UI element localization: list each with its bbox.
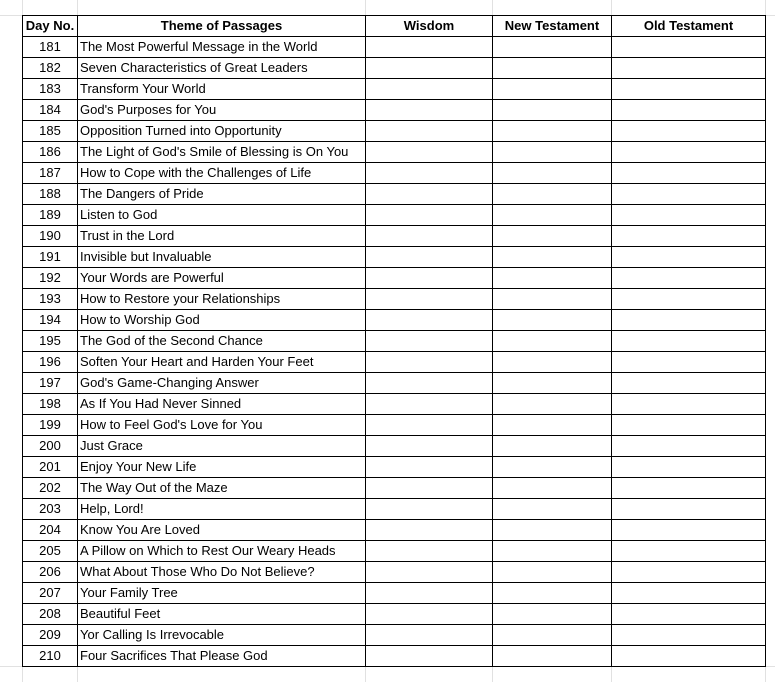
old-testament-cell[interactable] xyxy=(612,478,766,499)
day-cell[interactable]: 209 xyxy=(23,625,78,646)
new-testament-cell[interactable] xyxy=(493,436,612,457)
day-cell[interactable]: 203 xyxy=(23,499,78,520)
table-row xyxy=(23,520,766,541)
table-row xyxy=(23,37,766,58)
wisdom-cell[interactable] xyxy=(366,163,493,184)
table-row xyxy=(23,436,766,457)
wisdom-cell[interactable] xyxy=(366,184,493,205)
new-testament-cell[interactable] xyxy=(493,37,612,58)
theme-cell[interactable]: Invisible but Invaluable xyxy=(78,247,366,268)
day-cell[interactable]: 205 xyxy=(23,541,78,562)
old-testament-cell[interactable] xyxy=(612,247,766,268)
table-row xyxy=(23,163,766,184)
new-testament-cell[interactable] xyxy=(493,583,612,604)
table-row xyxy=(23,331,766,352)
table-row xyxy=(23,478,766,499)
wisdom-cell[interactable] xyxy=(366,268,493,289)
table-row xyxy=(23,142,766,163)
old-testament-cell[interactable] xyxy=(612,394,766,415)
old-testament-cell[interactable] xyxy=(612,79,766,100)
wisdom-cell[interactable] xyxy=(366,604,493,625)
table-row xyxy=(23,268,766,289)
reading-plan-table xyxy=(22,15,766,667)
old-testament-cell[interactable] xyxy=(612,625,766,646)
header-row xyxy=(23,16,766,37)
day-cell[interactable]: 189 xyxy=(23,205,78,226)
wisdom-cell[interactable] xyxy=(366,646,493,667)
day-cell[interactable]: 188 xyxy=(23,184,78,205)
theme-cell[interactable]: God's Game-Changing Answer xyxy=(78,373,366,394)
wisdom-cell[interactable] xyxy=(366,205,493,226)
table-row xyxy=(23,646,766,667)
new-testament-cell[interactable] xyxy=(493,373,612,394)
theme-cell[interactable]: How to Cope with the Challenges of Life xyxy=(78,163,366,184)
header-day-no[interactable]: Day No. xyxy=(23,16,78,37)
old-testament-cell[interactable] xyxy=(612,100,766,121)
theme-cell[interactable]: Trust in the Lord xyxy=(78,226,366,247)
new-testament-cell[interactable] xyxy=(493,121,612,142)
old-testament-cell[interactable] xyxy=(612,562,766,583)
new-testament-cell[interactable] xyxy=(493,457,612,478)
table-row xyxy=(23,541,766,562)
theme-cell[interactable]: The Most Powerful Message in the World xyxy=(78,37,366,58)
new-testament-cell[interactable] xyxy=(493,520,612,541)
table-row xyxy=(23,289,766,310)
theme-cell[interactable]: The Dangers of Pride xyxy=(78,184,366,205)
table-row xyxy=(23,373,766,394)
new-testament-cell[interactable] xyxy=(493,604,612,625)
theme-cell[interactable]: Listen to God xyxy=(78,205,366,226)
old-testament-cell[interactable] xyxy=(612,58,766,79)
day-cell[interactable]: 185 xyxy=(23,121,78,142)
day-cell[interactable]: 195 xyxy=(23,331,78,352)
new-testament-cell[interactable] xyxy=(493,247,612,268)
old-testament-cell[interactable] xyxy=(612,373,766,394)
theme-cell[interactable]: The Light of God's Smile of Blessing is On You xyxy=(78,142,366,163)
old-testament-cell[interactable] xyxy=(612,142,766,163)
day-cell[interactable]: 198 xyxy=(23,394,78,415)
wisdom-cell[interactable] xyxy=(366,520,493,541)
wisdom-cell[interactable] xyxy=(366,478,493,499)
table-row xyxy=(23,226,766,247)
wisdom-cell[interactable] xyxy=(366,142,493,163)
new-testament-cell[interactable] xyxy=(493,163,612,184)
day-cell[interactable]: 186 xyxy=(23,142,78,163)
old-testament-cell[interactable] xyxy=(612,541,766,562)
wisdom-cell[interactable] xyxy=(366,100,493,121)
table-row xyxy=(23,121,766,142)
theme-cell[interactable]: How to Feel God's Love for You xyxy=(78,415,366,436)
old-testament-cell[interactable] xyxy=(612,499,766,520)
theme-cell[interactable]: Opposition Turned into Opportunity xyxy=(78,121,366,142)
theme-cell[interactable]: Transform Your World xyxy=(78,79,366,100)
day-cell[interactable]: 183 xyxy=(23,79,78,100)
theme-cell[interactable]: Enjoy Your New Life xyxy=(78,457,366,478)
day-cell[interactable]: 200 xyxy=(23,436,78,457)
theme-cell[interactable]: Help, Lord! xyxy=(78,499,366,520)
old-testament-cell[interactable] xyxy=(612,331,766,352)
day-cell[interactable]: 196 xyxy=(23,352,78,373)
table-row xyxy=(23,625,766,646)
table-row xyxy=(23,79,766,100)
wisdom-cell[interactable] xyxy=(366,226,493,247)
old-testament-cell[interactable] xyxy=(612,121,766,142)
old-testament-cell[interactable] xyxy=(612,184,766,205)
day-cell[interactable]: 207 xyxy=(23,583,78,604)
theme-cell[interactable]: God's Purposes for You xyxy=(78,100,366,121)
wisdom-cell[interactable] xyxy=(366,457,493,478)
theme-cell[interactable]: The Way Out of the Maze xyxy=(78,478,366,499)
theme-cell[interactable]: Soften Your Heart and Harden Your Feet xyxy=(78,352,366,373)
wisdom-cell[interactable] xyxy=(366,394,493,415)
old-testament-cell[interactable] xyxy=(612,226,766,247)
old-testament-cell[interactable] xyxy=(612,205,766,226)
day-cell[interactable]: 190 xyxy=(23,226,78,247)
wisdom-cell[interactable] xyxy=(366,562,493,583)
theme-cell[interactable]: Beautiful Feet xyxy=(78,604,366,625)
new-testament-cell[interactable] xyxy=(493,79,612,100)
wisdom-cell[interactable] xyxy=(366,499,493,520)
new-testament-cell[interactable] xyxy=(493,562,612,583)
new-testament-cell[interactable] xyxy=(493,289,612,310)
wisdom-cell[interactable] xyxy=(366,436,493,457)
old-testament-cell[interactable] xyxy=(612,268,766,289)
theme-cell[interactable]: As If You Had Never Sinned xyxy=(78,394,366,415)
wisdom-cell[interactable] xyxy=(366,625,493,646)
new-testament-cell[interactable] xyxy=(493,352,612,373)
day-cell[interactable]: 181 xyxy=(23,37,78,58)
table-row xyxy=(23,247,766,268)
new-testament-cell[interactable] xyxy=(493,478,612,499)
theme-cell[interactable]: Yor Calling Is Irrevocable xyxy=(78,625,366,646)
old-testament-cell[interactable] xyxy=(612,289,766,310)
theme-cell[interactable]: A Pillow on Which to Rest Our Weary Heads xyxy=(78,541,366,562)
day-cell[interactable]: 194 xyxy=(23,310,78,331)
table-row xyxy=(23,415,766,436)
table-row xyxy=(23,499,766,520)
day-cell[interactable]: 182 xyxy=(23,58,78,79)
wisdom-cell[interactable] xyxy=(366,541,493,562)
new-testament-cell[interactable] xyxy=(493,142,612,163)
wisdom-cell[interactable] xyxy=(366,247,493,268)
old-testament-cell[interactable] xyxy=(612,646,766,667)
wisdom-cell[interactable] xyxy=(366,331,493,352)
theme-cell[interactable]: How to Worship God xyxy=(78,310,366,331)
wisdom-cell[interactable] xyxy=(366,373,493,394)
table-row xyxy=(23,394,766,415)
theme-cell[interactable]: Know You Are Loved xyxy=(78,520,366,541)
wisdom-cell[interactable] xyxy=(366,310,493,331)
new-testament-cell[interactable] xyxy=(493,100,612,121)
table-row xyxy=(23,562,766,583)
theme-cell[interactable]: The God of the Second Chance xyxy=(78,331,366,352)
table-row xyxy=(23,352,766,373)
day-cell[interactable]: 193 xyxy=(23,289,78,310)
new-testament-cell[interactable] xyxy=(493,58,612,79)
new-testament-cell[interactable] xyxy=(493,541,612,562)
new-testament-cell[interactable] xyxy=(493,310,612,331)
new-testament-cell[interactable] xyxy=(493,184,612,205)
day-cell[interactable]: 184 xyxy=(23,100,78,121)
theme-cell[interactable]: Just Grace xyxy=(78,436,366,457)
day-cell[interactable]: 197 xyxy=(23,373,78,394)
day-cell[interactable]: 202 xyxy=(23,478,78,499)
day-cell[interactable]: 208 xyxy=(23,604,78,625)
new-testament-cell[interactable] xyxy=(493,646,612,667)
theme-cell[interactable]: Your Family Tree xyxy=(78,583,366,604)
new-testament-cell[interactable] xyxy=(493,268,612,289)
old-testament-cell[interactable] xyxy=(612,37,766,58)
old-testament-cell[interactable] xyxy=(612,436,766,457)
theme-cell[interactable]: Your Words are Powerful xyxy=(78,268,366,289)
old-testament-cell[interactable] xyxy=(612,163,766,184)
old-testament-cell[interactable] xyxy=(612,310,766,331)
new-testament-cell[interactable] xyxy=(493,499,612,520)
day-cell[interactable]: 206 xyxy=(23,562,78,583)
new-testament-cell[interactable] xyxy=(493,394,612,415)
wisdom-cell[interactable] xyxy=(366,583,493,604)
day-cell[interactable]: 191 xyxy=(23,247,78,268)
theme-cell[interactable]: Four Sacrifices That Please God xyxy=(78,646,366,667)
old-testament-cell[interactable] xyxy=(612,520,766,541)
old-testament-cell[interactable] xyxy=(612,583,766,604)
old-testament-cell[interactable] xyxy=(612,457,766,478)
new-testament-cell[interactable] xyxy=(493,226,612,247)
header-new-testament[interactable]: New Testament xyxy=(493,16,612,37)
day-cell[interactable]: 210 xyxy=(23,646,78,667)
wisdom-cell[interactable] xyxy=(366,415,493,436)
theme-cell[interactable]: How to Restore your Relationships xyxy=(78,289,366,310)
wisdom-cell[interactable] xyxy=(366,79,493,100)
wisdom-cell[interactable] xyxy=(366,289,493,310)
new-testament-cell[interactable] xyxy=(493,625,612,646)
day-cell[interactable]: 204 xyxy=(23,520,78,541)
table-row xyxy=(23,184,766,205)
header-wisdom[interactable]: Wisdom xyxy=(366,16,493,37)
table-row xyxy=(23,310,766,331)
theme-cell[interactable]: What About Those Who Do Not Believe? xyxy=(78,562,366,583)
theme-cell[interactable]: Seven Characteristics of Great Leaders xyxy=(78,58,366,79)
day-cell[interactable]: 192 xyxy=(23,268,78,289)
header-theme-of-passages[interactable]: Theme of Passages xyxy=(78,16,366,37)
header-old-testament[interactable]: Old Testament xyxy=(612,16,766,37)
table-row xyxy=(23,583,766,604)
table-row xyxy=(23,100,766,121)
table-row xyxy=(23,205,766,226)
wisdom-cell[interactable] xyxy=(366,121,493,142)
wisdom-cell[interactable] xyxy=(366,352,493,373)
table-row xyxy=(23,457,766,478)
new-testament-cell[interactable] xyxy=(493,415,612,436)
old-testament-cell[interactable] xyxy=(612,352,766,373)
wisdom-cell[interactable] xyxy=(366,58,493,79)
day-cell[interactable]: 201 xyxy=(23,457,78,478)
day-cell[interactable]: 199 xyxy=(23,415,78,436)
new-testament-cell[interactable] xyxy=(493,205,612,226)
table-row xyxy=(23,604,766,625)
wisdom-cell[interactable] xyxy=(366,37,493,58)
day-cell[interactable]: 187 xyxy=(23,163,78,184)
new-testament-cell[interactable] xyxy=(493,331,612,352)
old-testament-cell[interactable] xyxy=(612,604,766,625)
old-testament-cell[interactable] xyxy=(612,415,766,436)
table-row xyxy=(23,58,766,79)
